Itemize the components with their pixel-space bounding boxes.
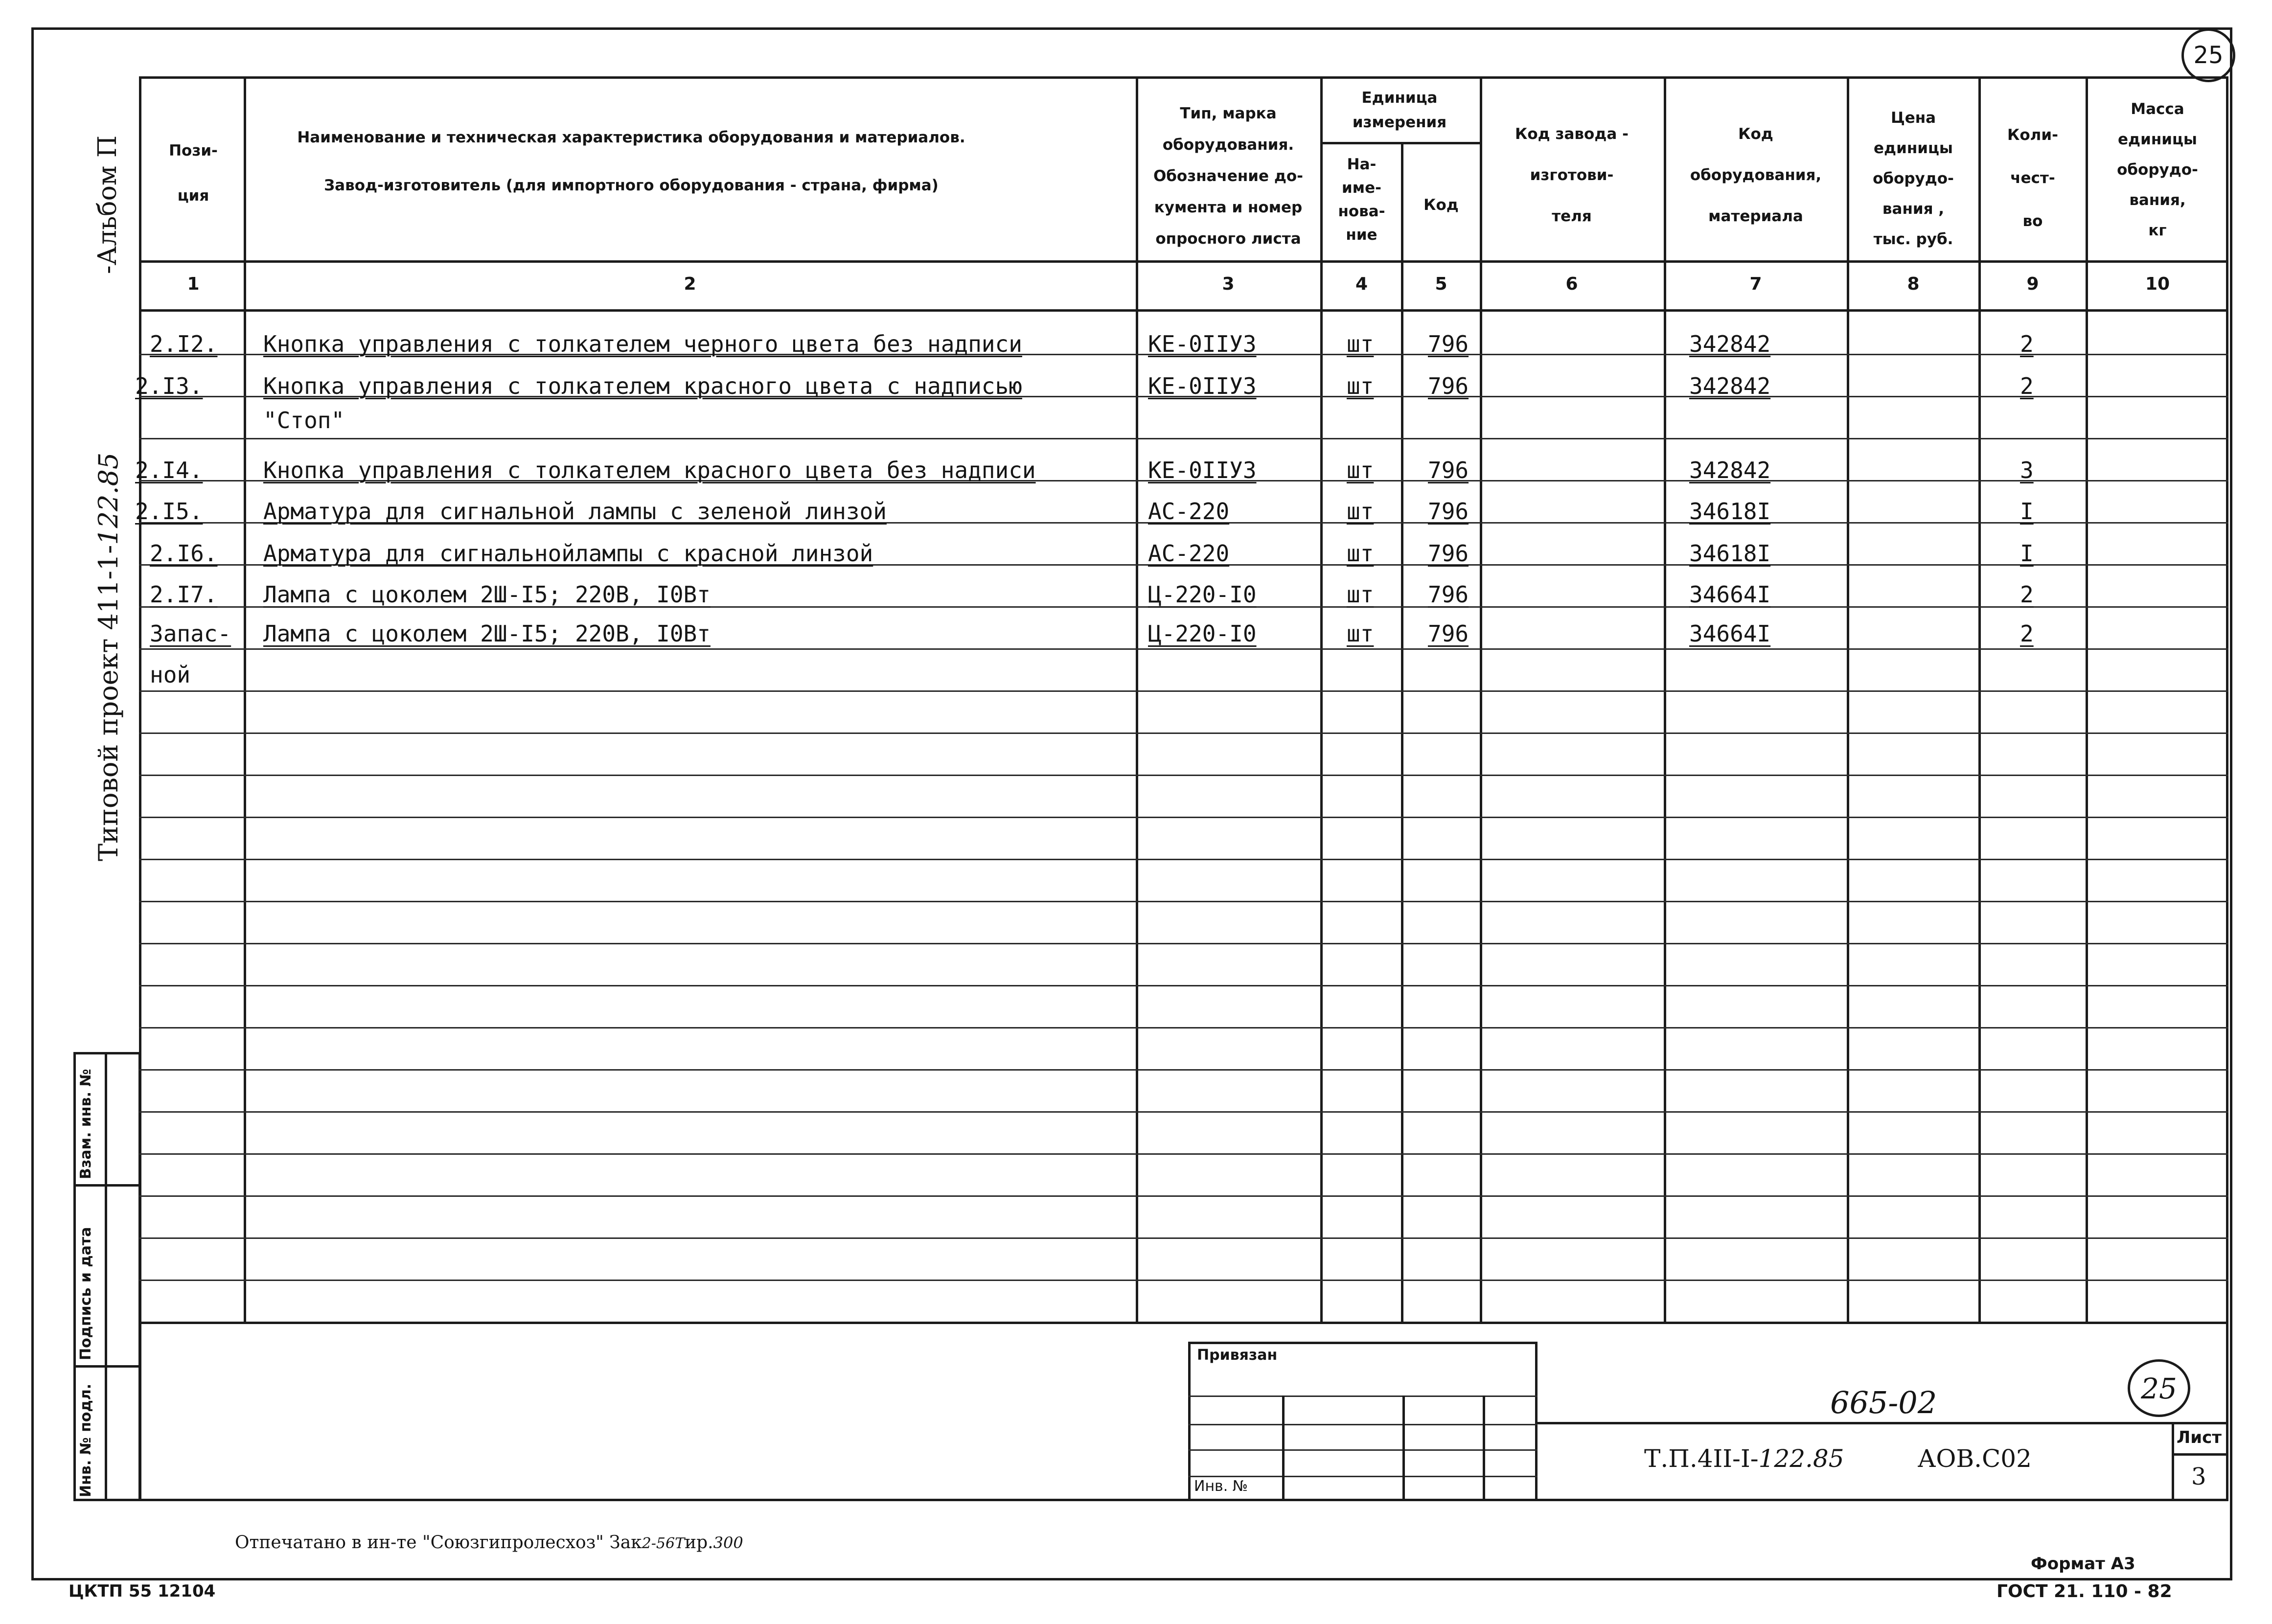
project-handwritten: 122.85 [93,452,124,545]
cktp-label: ЦКТП 55 12104 [69,1581,216,1601]
vzam-inv-label: Взам. инв. № [77,1069,94,1179]
header-type: Тип, марка оборудования. Обозначение до- кумента и номер опросного листа [1153,105,1304,248]
row-unit-code: 796 [1428,331,1469,357]
printed-tir: ир. [685,1533,713,1553]
col-line [1664,76,1666,1322]
row-unit-code: 796 [1428,540,1469,567]
header-unit-name: На- име- нова- ние [1338,156,1385,244]
document-designation [1644,1444,2032,1473]
header-quantity: Коли- чест- во [2007,126,2058,230]
table-rule-line [139,985,2228,986]
row-equipment-code: 34618I [1689,498,1771,525]
project-label [93,453,124,861]
row-quantity: 2 [2020,331,2034,357]
row-equipment-code: 342842 [1689,457,1771,483]
row-quantity: I [2020,540,2034,567]
table-rule-line [139,859,2228,860]
row-type: АС-220 [1148,540,1230,567]
format-label: Формат А3 [2031,1554,2135,1574]
col-number-8: 8 [1907,274,1920,294]
privyazan-label: Привязан [1197,1347,1278,1364]
row-unit: шт [1347,540,1374,567]
signature-date-label: Подпись и дата [77,1227,94,1360]
printed-handwritten: 2-56Т [642,1535,685,1552]
handwritten-sheet-number: 25 [2141,1372,2177,1405]
row-name: Арматура для сигнальной лампы с зеленой линзой [263,498,887,525]
row-type: КЕ-0IIУ3 [1148,457,1257,483]
inv-podl-label: Инв. № подл. [77,1383,94,1497]
header-unit-code: Код [1423,196,1459,214]
table-rule-line [139,690,2228,692]
col-line [1847,76,1849,1322]
left-stamp-sep [73,1365,141,1368]
row-quantity: 3 [2020,457,2034,483]
printed-text: Отпечатано в ин-те "Союзгипролесхоз" Зак [235,1533,642,1553]
table-rule-line [139,1069,2228,1071]
designation-suffix: АОВ.С02 [1917,1444,2032,1473]
handwritten-sheet-circle [2128,1359,2190,1417]
col-number-5: 5 [1435,274,1447,294]
header-mass: Масса единицы оборудо- вания, кг [2117,100,2198,239]
col-number-3: 3 [1222,274,1235,294]
printed-by-note [235,1533,743,1553]
handwritten-code: 665-02 [1830,1385,1937,1420]
row-unit: шт [1347,331,1374,357]
row-unit-code: 796 [1428,457,1469,483]
row-name: Лампа с цоколем 2Ш-I5; 220В, I0Вт [263,620,711,647]
privyazan-col [1402,1395,1405,1501]
header-equipment-code: Код оборудования, материала [1690,125,1822,225]
col-line [2086,76,2088,1322]
row-type: Ц-220-I0 [1148,581,1257,608]
col-line [1320,76,1323,1322]
row-name: Кнопка управления с толкателем красного цвета без надписи [263,457,1036,483]
sheet-box-divider [2172,1453,2228,1456]
row-position: 2.I5. [135,498,203,525]
row-unit-code: 796 [1428,620,1469,647]
header-price: Цена единицы оборудо- вания , тыс. руб. [1873,109,1954,248]
col-line [1136,76,1138,1322]
row-equipment-code: 34618I [1689,540,1771,567]
col-number-6: 6 [1565,274,1578,294]
designation-handwritten: 122.85 [1758,1444,1844,1473]
table-rule-line [139,775,2228,776]
row-position: ной [150,662,191,688]
table-rule-line [139,943,2228,944]
row-quantity: I [2020,498,2034,525]
left-stamp-sep [73,1184,141,1187]
row-quantity: 2 [2020,373,2034,399]
designation-prefix: Т.П.4II-I- [1644,1444,1759,1473]
designation-top-line [1538,1422,2228,1424]
row-name: Арматура для сигнальнойлампы с красной линзой [263,540,873,567]
table-rule-line [139,648,2228,650]
row-position: 2.I3. [135,373,203,399]
page-number: 25 [2193,42,2224,69]
row-type: Ц-220-I0 [1148,620,1257,647]
left-stamp-divider [105,1052,107,1501]
col-number-9: 9 [2026,274,2039,294]
table-rule-line [139,1027,2228,1029]
privyazan-col [1483,1395,1485,1501]
header-manufacturer: Завод-изготовитель (для импортного оборудования - страна, фирма) [324,177,939,194]
privyazan-col [1282,1395,1285,1501]
row-name: Лампа с цоколем 2Ш-I5; 220В, I0Вт [263,581,711,608]
table-rule-line [139,901,2228,902]
col-number-1: 1 [187,274,200,294]
header-position: Пози- ция [169,142,218,205]
row-unit-code: 796 [1428,498,1469,525]
col-line [244,76,246,1322]
col-line [1978,76,1981,1322]
row-equipment-code: 342842 [1689,373,1771,399]
row-position: 2.I6. [150,540,218,567]
row-unit: шт [1347,581,1374,608]
sheet-number: 3 [2191,1463,2206,1490]
row-quantity: 2 [2020,581,2034,608]
title-block-top-line [139,1322,2228,1324]
row-unit: шт [1347,373,1374,399]
col-line [1401,142,1403,1322]
row-type: АС-220 [1148,498,1230,525]
numbers-bottom-line [139,309,2228,312]
unit-header-line [1320,142,1480,144]
col-number-2: 2 [684,274,696,294]
gost-label: ГОСТ 21. 110 - 82 [1997,1581,2172,1601]
row-unit-code: 796 [1428,581,1469,608]
inv-no-label: Инв. № [1194,1478,1248,1495]
table-rule-line [139,817,2228,818]
project-text: Типовой проект 411-1- [93,545,124,861]
row-position: Запас- [150,620,231,647]
table-rule-line [139,1280,2228,1281]
row-unit: шт [1347,498,1374,525]
row-unit: шт [1347,620,1374,647]
header-factory-code: Код завода - изготови- теля [1515,125,1629,225]
table-rule-line [139,1111,2228,1113]
col-number-10: 10 [2145,274,2170,294]
sheet-box-line [2172,1422,2174,1501]
row-name: "Стоп" [263,407,345,434]
table-rule-line [139,1195,2228,1197]
printed-count: 300 [713,1533,743,1552]
row-type: КЕ-0IIУ3 [1148,373,1257,399]
row-quantity: 2 [2020,620,2034,647]
header-bottom-line [139,260,2228,263]
row-name: Кнопка управления с толкателем черного цвета без надписи [263,331,1022,357]
table-rule-line [139,732,2228,734]
row-position: 2.I7. [150,581,218,608]
header-unit: Единица измерения [1352,89,1447,131]
page-number-circle [2181,28,2235,82]
table-rule-line [139,438,2228,439]
row-type: КЕ-0IIУ3 [1148,331,1257,357]
col-line [1480,76,1482,1322]
table-rule-line [139,1153,2228,1155]
row-position: 2.I4. [135,457,203,483]
row-unit-code: 796 [1428,373,1469,399]
col-number-7: 7 [1749,274,1762,294]
row-equipment-code: 34664I [1689,581,1771,608]
sheet-label: Лист [2177,1428,2222,1447]
table-rule-line [139,1237,2228,1239]
album-label: -Альбом П [93,135,122,274]
row-equipment-code: 342842 [1689,331,1771,357]
row-name: Кнопка управления с толкателем красного цвета с надписью [263,373,1022,399]
row-position: 2.I2. [150,331,218,357]
header-name: Наименование и техническая характеристика оборудования и материалов. [297,129,965,146]
col-number-4: 4 [1355,274,1368,294]
row-equipment-code: 34664I [1689,620,1771,647]
row-unit: шт [1347,457,1374,483]
